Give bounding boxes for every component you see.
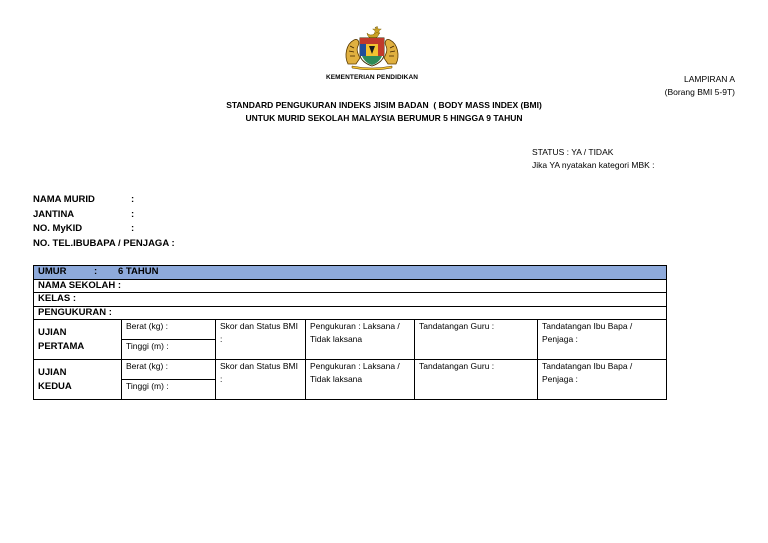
kelas-row [34,293,667,307]
test-2-name-line-1: UJIAN [38,366,67,378]
nama-murid-label: NAMA MURID [33,194,95,205]
test-1-pengukuran-field[interactable]: Pengukuran : Laksana / Tidak laksana [306,320,415,360]
kelas-field[interactable]: KELAS : [34,293,667,307]
test-2-skor-field[interactable]: Skor dan Status BMI : [216,360,306,400]
jantina-label: JANTINA [33,208,75,220]
test-1-skor-field[interactable]: Skor dan Status BMI : [216,320,306,360]
umur-cell [34,266,667,280]
test-1-name [34,320,122,360]
test-1-tinggi-field[interactable]: Tinggi (m) : [122,340,216,360]
status-block [532,146,655,172]
document-title [180,99,588,125]
ministry-name: KEMENTERIAN PENDIDIKAN [325,74,419,81]
pengukuran-field[interactable]: PENGUKURAN : [34,306,667,320]
bmi-form-table [33,265,667,400]
test-1-row-a [34,320,667,340]
test-2-tinggi-field[interactable]: Tinggi (m) : [122,380,216,400]
test-1-name-line-1: UJIAN [38,326,67,338]
student-info [33,193,175,251]
borang-code: (Borang BMI 5-9T) [664,87,735,97]
info-row-nama [33,193,175,208]
umur-label: UMUR [38,266,67,277]
tel-label: NO. TEL.IBUBAPA / PENJAGA : [33,237,175,249]
test-1-guru-signature[interactable]: Tandatangan Guru : [415,320,538,360]
jantina-colon: : [131,208,135,220]
mykid-label: NO. MyKID [33,223,83,234]
status-line: STATUS : YA / TIDAK [532,147,614,157]
test-1-ibubapa-signature[interactable]: Tandatangan Ibu Bapa / Penjaga : [538,320,667,360]
mbk-category-line: Jika YA nyatakan kategori MBK : [532,160,655,170]
info-row-tel [33,237,175,252]
test-1-name-line-2: PERTAMA [38,340,85,352]
sekolah-row [34,279,667,293]
umur-colon: : [94,266,98,277]
pengukuran-row [34,306,667,320]
ministry-crest-icon [340,24,404,70]
sekolah-field[interactable]: NAMA SEKOLAH : [34,279,667,293]
title-line-2: UNTUK MURID SEKOLAH MALAYSIA BERUMUR 5 HINGGA 9 TAHUN [245,113,523,123]
test-1-berat-field[interactable]: Berat (kg) : [122,320,216,340]
lampiran-label [665,73,735,99]
test-2-guru-signature[interactable]: Tandatangan Guru : [415,360,538,400]
lampiran-title: LAMPIRAN A [683,74,735,84]
info-row-jantina [33,208,175,223]
title-line-1: STANDARD PENGUKURAN INDEKS JISIM BADAN ( BODY MASS INDEX (BMI) [226,100,542,110]
nama-colon: : [131,194,135,205]
mykid-colon: : [131,223,135,234]
umur-row [34,266,667,280]
test-2-row-a [34,360,667,380]
test-2-name-line-2: KEDUA [38,380,72,392]
test-2-name [34,360,122,400]
test-2-pengukuran-field[interactable]: Pengukuran : Laksana / Tidak laksana [306,360,415,400]
umur-value: 6 TAHUN [118,266,159,277]
info-row-mykid [33,222,175,237]
test-2-berat-field[interactable]: Berat (kg) : [122,360,216,380]
test-2-ibubapa-signature[interactable]: Tandatangan Ibu Bapa / Penjaga : [538,360,667,400]
